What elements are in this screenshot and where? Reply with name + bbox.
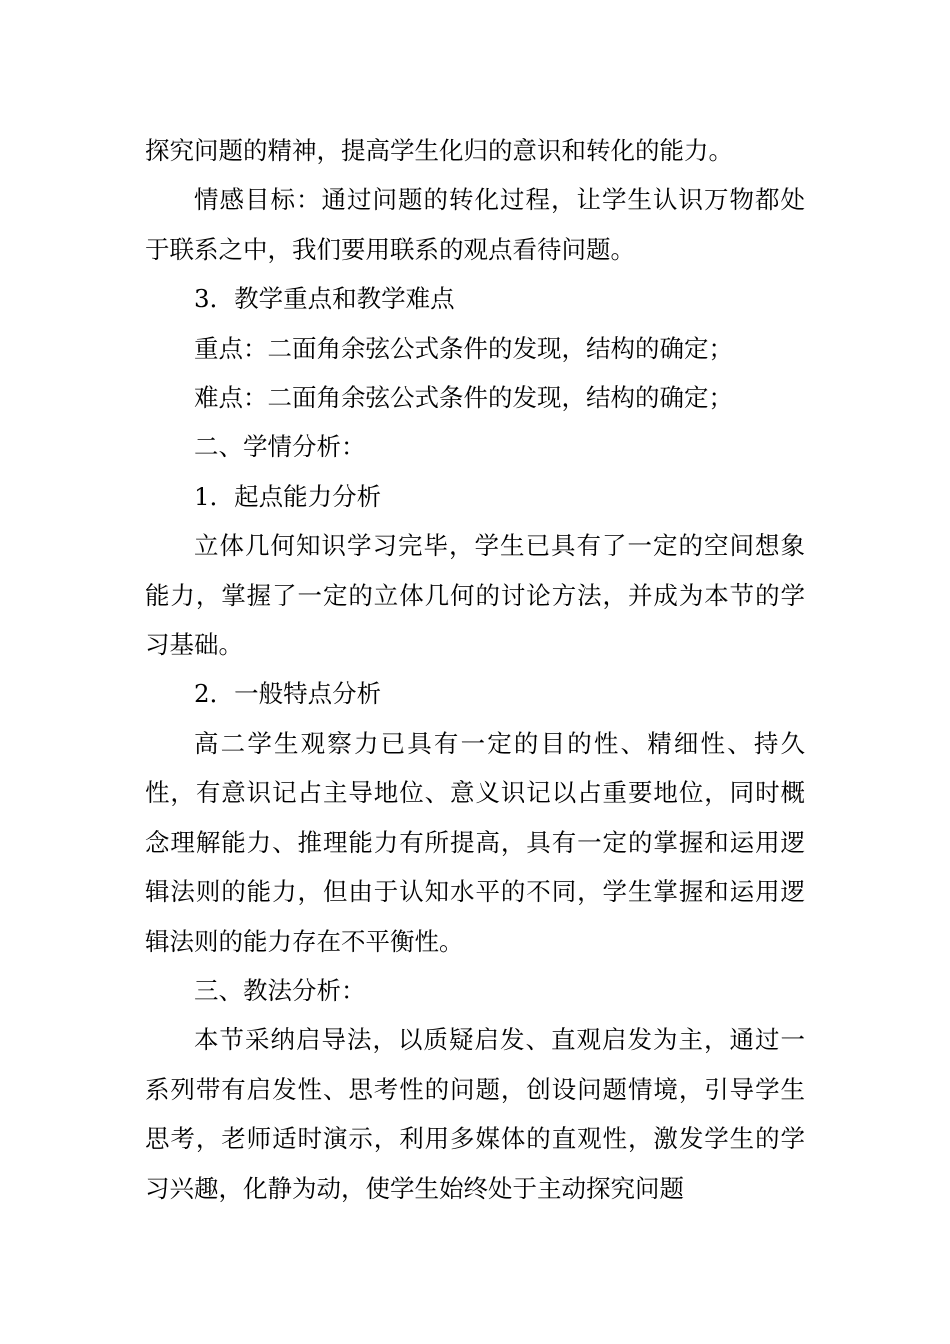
heading-general-traits: 2．一般特点分析	[194, 679, 382, 709]
paragraph-emotional-goal: 情感目标：通过问题的转化过程，让学生认识万物都处于联系之中，我们要用联系的观点看待问题。	[145, 185, 805, 264]
heading-teaching-method: 三、教法分析：	[194, 975, 366, 1005]
document-page	[145, 126, 805, 1213]
paragraph-teaching-method: 本节采纳启导法，以质疑启发、直观启发为主，通过一系列带有启发性、思考性的问题，创设问题情境，引导学生思考，老师适时演示，利用多媒体的直观性，激发学生的学习兴趣，化静为动，使学生始终处于主动探究问题	[145, 1025, 805, 1203]
paragraph-1: 探究问题的精神，提高学生化归的意识和转化的能力。	[145, 136, 733, 165]
paragraph-difficult-point: 难点：二面角余弦公式条件的发现，结构的确定；	[194, 383, 733, 413]
paragraph-general-traits: 高二学生观察力已具有一定的目的性、精细性、持久性，有意识记占主导地位、意义识记以占重要地位，同时概念理解能力、推理能力有所提高，具有一定的掌握和运用逻辑法则的能力，但由于认知水平的不同，学生掌握和运用逻辑法则的能力存在不平衡性。	[145, 728, 805, 956]
heading-starting-ability: 1．起点能力分析	[194, 481, 382, 511]
heading-key-points: 3．教学重点和教学难点	[194, 284, 455, 314]
paragraph-key-point: 重点：二面角余弦公式条件的发现，结构的确定；	[194, 333, 733, 363]
paragraph-starting-ability: 立体几何知识学习完毕，学生已具有了一定的空间想象能力，掌握了一定的立体几何的讨论方法，并成为本节的学习基础。	[145, 531, 805, 660]
heading-student-analysis: 二、学情分析：	[194, 432, 366, 462]
